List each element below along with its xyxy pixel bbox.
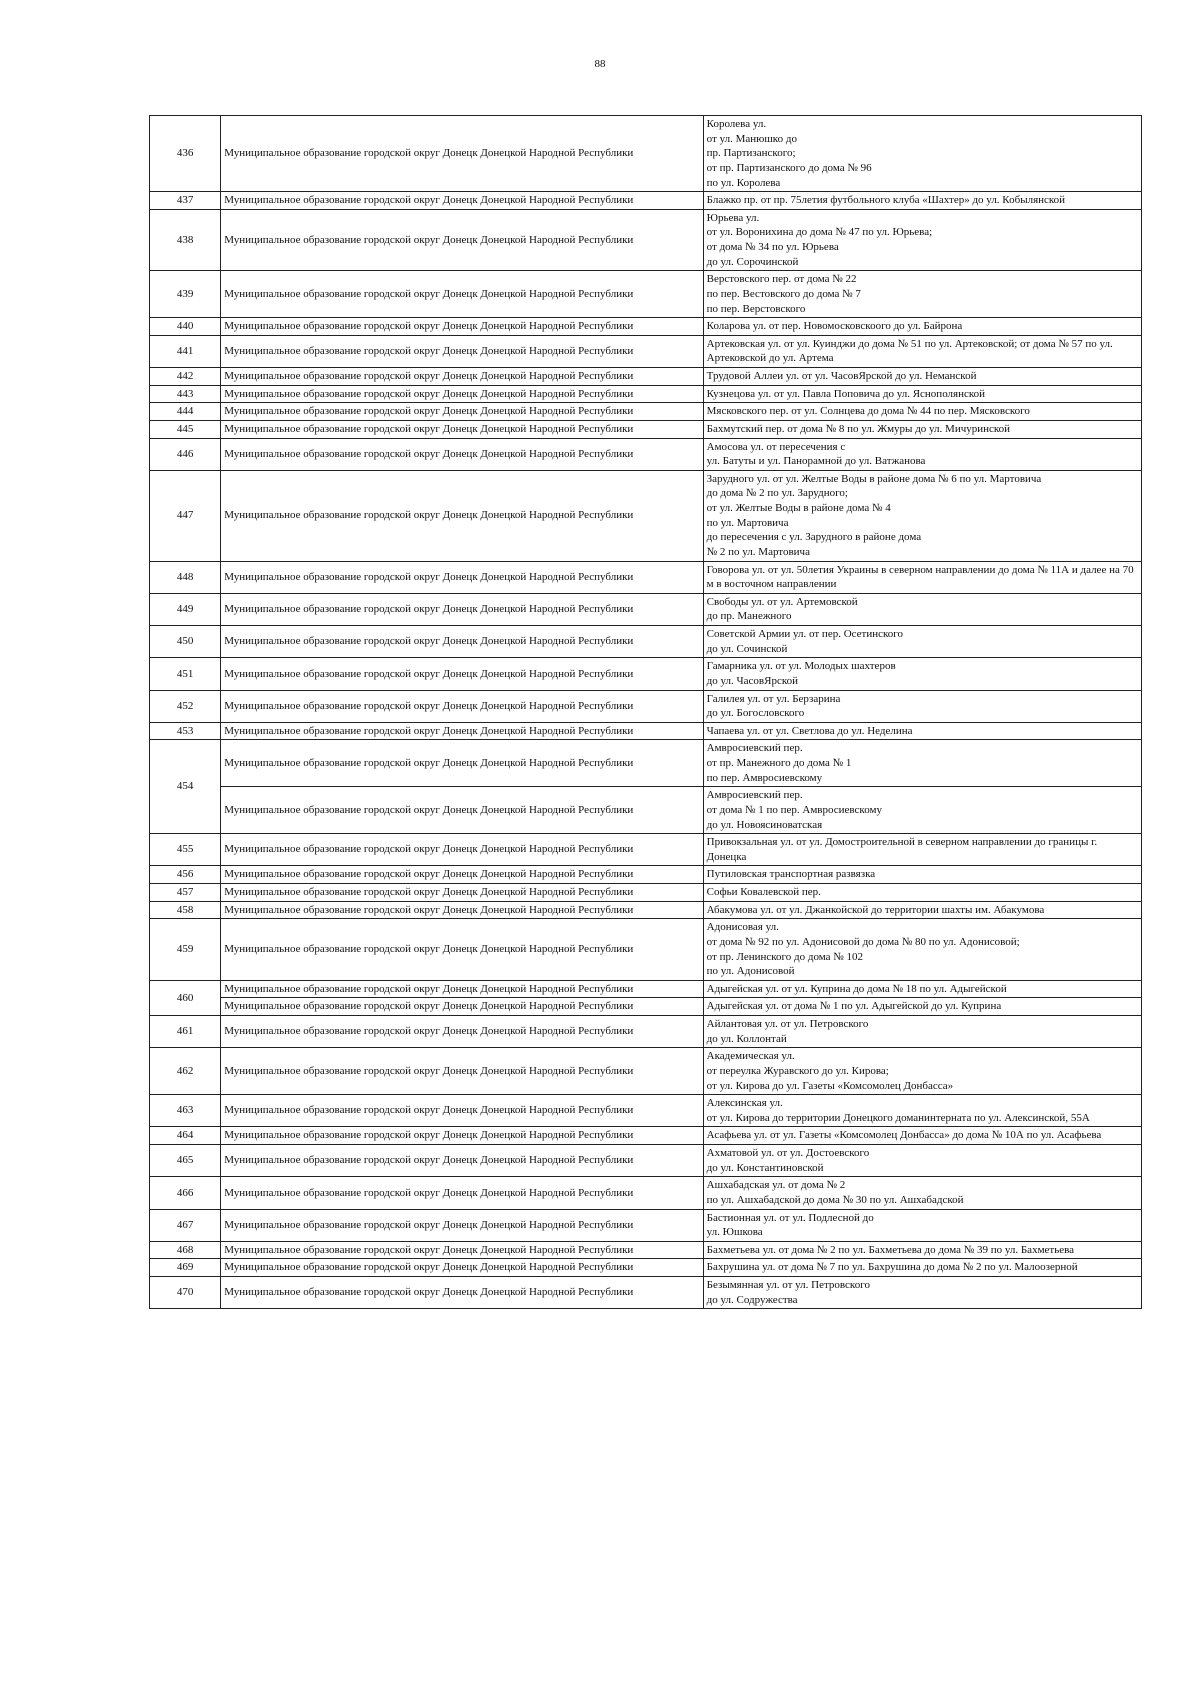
row-number: 441 (150, 335, 221, 367)
road-section-cell: Трудовой Аллеи ул. от ул. ЧасовЯрской до ул. Неманской (703, 368, 1141, 386)
row-number: 461 (150, 1016, 221, 1048)
row-number: 454 (150, 740, 221, 834)
table-row (150, 980, 1142, 998)
table-row (150, 884, 1142, 902)
row-number: 451 (150, 658, 221, 690)
table-row (150, 420, 1142, 438)
road-section-cell: Зарудного ул. от ул. Желтые Воды в районе дома № 6 по ул. Мартовича до дома № 2 по ул. Зарудного; от ул. Желтые Воды в районе дома № 4 по ул. Мартовича до пересечения с ул. Зарудного в районе дома № 2 по ул. Мартовича (703, 470, 1141, 561)
row-number: 465 (150, 1145, 221, 1177)
row-number: 443 (150, 385, 221, 403)
municipality-cell: Муниципальное образование городской округ Донецк Донецкой Народной Республики (221, 1016, 703, 1048)
road-section-cell: Асафьева ул. от ул. Газеты «Комсомолец Донбасса» до дома № 10А по ул. Асафьева (703, 1127, 1141, 1145)
table-row (150, 690, 1142, 722)
municipality-cell: Муниципальное образование городской округ Донецк Донецкой Народной Республики (221, 420, 703, 438)
municipality-cell: Муниципальное образование городской округ Донецк Донецкой Народной Республики (221, 209, 703, 271)
municipality-cell: Муниципальное образование городской округ Донецк Донецкой Народной Республики (221, 834, 703, 866)
municipality-cell: Муниципальное образование городской округ Донецк Донецкой Народной Республики (221, 626, 703, 658)
municipality-cell: Муниципальное образование городской округ Донецк Донецкой Народной Республики (221, 884, 703, 902)
row-number: 447 (150, 470, 221, 561)
row-number: 466 (150, 1177, 221, 1209)
road-section-cell: Свободы ул. от ул. Артемовской до пр. Манежного (703, 593, 1141, 625)
table-row (150, 318, 1142, 336)
municipality-cell: Муниципальное образование городской округ Донецк Донецкой Народной Республики (221, 919, 703, 981)
street-register-table (149, 115, 1142, 1309)
municipality-cell: Муниципальное образование городской округ Донецк Донецкой Народной Республики (221, 403, 703, 421)
table-row (150, 787, 1142, 834)
municipality-cell: Муниципальное образование городской округ Донецк Донецкой Народной Республики (221, 385, 703, 403)
municipality-cell: Муниципальное образование городской округ Донецк Донецкой Народной Республики (221, 1095, 703, 1127)
municipality-cell: Муниципальное образование городской округ Донецк Донецкой Народной Республики (221, 998, 703, 1016)
municipality-cell: Муниципальное образование городской округ Донецк Донецкой Народной Республики (221, 658, 703, 690)
municipality-cell: Муниципальное образование городской округ Донецк Донецкой Народной Республики (221, 901, 703, 919)
municipality-cell: Муниципальное образование городской округ Донецк Донецкой Народной Республики (221, 335, 703, 367)
table-row (150, 385, 1142, 403)
table-row (150, 1241, 1142, 1259)
road-section-cell: Привокзальная ул. от ул. Домостроительной в северном направлении до границы г. Донецка (703, 834, 1141, 866)
road-section-cell: Ахматовой ул. от ул. Достоевского до ул. Константиновской (703, 1145, 1141, 1177)
municipality-cell: Муниципальное образование городской округ Донецк Донецкой Народной Республики (221, 438, 703, 470)
row-number: 467 (150, 1209, 221, 1241)
row-number: 468 (150, 1241, 221, 1259)
municipality-cell: Муниципальное образование городской округ Донецк Донецкой Народной Республики (221, 722, 703, 740)
row-number: 442 (150, 368, 221, 386)
table-row (150, 998, 1142, 1016)
table-row (150, 901, 1142, 919)
road-section-cell: Адыгейская ул. от дома № 1 по ул. Адыгейской до ул. Куприна (703, 998, 1141, 1016)
table-row (150, 1127, 1142, 1145)
municipality-cell: Муниципальное образование городской округ Донецк Донецкой Народной Республики (221, 1277, 703, 1309)
road-section-cell: Блажко пр. от пр. 75летия футбольного клуба «Шахтер» до ул. Кобылянской (703, 192, 1141, 210)
municipality-cell: Муниципальное образование городской округ Донецк Донецкой Народной Республики (221, 192, 703, 210)
row-number: 440 (150, 318, 221, 336)
road-section-cell: Алексинская ул. от ул. Кирова до территории Донецкого доманинтерната по ул. Алексинской, 55А (703, 1095, 1141, 1127)
road-section-cell: Галилея ул. от ул. Берзарина до ул. Богословского (703, 690, 1141, 722)
table-row (150, 1095, 1142, 1127)
row-number: 444 (150, 403, 221, 421)
road-section-cell: Бахрушина ул. от дома № 7 по ул. Бахрушина до дома № 2 по ул. Малоозерной (703, 1259, 1141, 1277)
road-section-cell: Королева ул. от ул. Манюшко до пр. Партизанского; от пр. Партизанского до дома № 96 по ул. Королева (703, 116, 1141, 192)
municipality-cell: Муниципальное образование городской округ Донецк Донецкой Народной Республики (221, 318, 703, 336)
municipality-cell: Муниципальное образование городской округ Донецк Донецкой Народной Республики (221, 980, 703, 998)
row-number: 469 (150, 1259, 221, 1277)
municipality-cell: Муниципальное образование городской округ Донецк Донецкой Народной Республики (221, 470, 703, 561)
row-number: 455 (150, 834, 221, 866)
page-number: 88 (594, 58, 606, 70)
row-number: 470 (150, 1277, 221, 1309)
table-row (150, 1048, 1142, 1095)
road-section-cell: Безымянная ул. от ул. Петровского до ул. Содружества (703, 1277, 1141, 1309)
road-section-cell: Амосова ул. от пересечения с ул. Батуты и ул. Панорамной до ул. Ватжанова (703, 438, 1141, 470)
municipality-cell: Муниципальное образование городской округ Донецк Донецкой Народной Республики (221, 1127, 703, 1145)
road-section-cell: Юрьева ул. от ул. Воронихина до дома № 47 по ул. Юрьева; от дома № 34 по ул. Юрьева до ул. Сорочинской (703, 209, 1141, 271)
municipality-cell: Муниципальное образование городской округ Донецк Донецкой Народной Республики (221, 1209, 703, 1241)
road-section-cell: Айлантовая ул. от ул. Петровского до ул. Коллонтай (703, 1016, 1141, 1048)
table-row (150, 470, 1142, 561)
row-number: 462 (150, 1048, 221, 1095)
table-row (150, 403, 1142, 421)
road-section-cell: Мясковского пер. от ул. Солнцева до дома № 44 по пер. Мясковского (703, 403, 1141, 421)
row-number: 457 (150, 884, 221, 902)
road-section-cell: Советской Армии ул. от пер. Осетинского до ул. Сочинской (703, 626, 1141, 658)
row-number: 438 (150, 209, 221, 271)
municipality-cell: Муниципальное образование городской округ Донецк Донецкой Народной Республики (221, 866, 703, 884)
row-number: 445 (150, 420, 221, 438)
road-section-cell: Ашхабадская ул. от дома № 2 по ул. Ашхабадской до дома № 30 по ул. Ашхабадской (703, 1177, 1141, 1209)
row-number: 452 (150, 690, 221, 722)
table-row (150, 866, 1142, 884)
road-section-cell: Бахмутский пер. от дома № 8 по ул. Жмуры до ул. Мичуринской (703, 420, 1141, 438)
municipality-cell: Муниципальное образование городской округ Донецк Донецкой Народной Республики (221, 116, 703, 192)
table-row (150, 1277, 1142, 1309)
road-section-cell: Кузнецова ул. от ул. Павла Поповича до ул. Яснополянской (703, 385, 1141, 403)
table-row (150, 209, 1142, 271)
table-row (150, 1145, 1142, 1177)
municipality-cell: Муниципальное образование городской округ Донецк Донецкой Народной Республики (221, 271, 703, 318)
table-row (150, 335, 1142, 367)
municipality-cell: Муниципальное образование городской округ Донецк Донецкой Народной Республики (221, 1177, 703, 1209)
municipality-cell: Муниципальное образование городской округ Донецк Донецкой Народной Республики (221, 1241, 703, 1259)
municipality-cell: Муниципальное образование городской округ Донецк Донецкой Народной Республики (221, 740, 703, 787)
row-number: 463 (150, 1095, 221, 1127)
road-section-cell: Путиловская транспортная развязка (703, 866, 1141, 884)
row-number: 439 (150, 271, 221, 318)
table-row (150, 834, 1142, 866)
table-row (150, 192, 1142, 210)
road-section-cell: Адонисовая ул. от дома № 92 по ул. Адонисовой до дома № 80 по ул. Адонисовой; от пр. Ленинского до дома № 102 по ул. Адонисовой (703, 919, 1141, 981)
table-row (150, 1259, 1142, 1277)
row-number: 456 (150, 866, 221, 884)
table-row (150, 919, 1142, 981)
municipality-cell: Муниципальное образование городской округ Донецк Донецкой Народной Республики (221, 593, 703, 625)
road-section-cell: Бахметьева ул. от дома № 2 по ул. Бахметьева до дома № 39 по ул. Бахметьева (703, 1241, 1141, 1259)
row-number: 449 (150, 593, 221, 625)
row-number: 437 (150, 192, 221, 210)
row-number: 453 (150, 722, 221, 740)
table-row (150, 1209, 1142, 1241)
table-row (150, 626, 1142, 658)
municipality-cell: Муниципальное образование городской округ Донецк Донецкой Народной Республики (221, 1048, 703, 1095)
road-section-cell: Софьи Ковалевской пер. (703, 884, 1141, 902)
table-row (150, 438, 1142, 470)
municipality-cell: Муниципальное образование городской округ Донецк Донецкой Народной Республики (221, 561, 703, 593)
road-section-cell: Коларова ул. от пер. Новомосковскоого до ул. Байрона (703, 318, 1141, 336)
road-section-cell: Гамарника ул. от ул. Молодых шахтеров до ул. ЧасовЯрской (703, 658, 1141, 690)
row-number: 460 (150, 980, 221, 1015)
municipality-cell: Муниципальное образование городской округ Донецк Донецкой Народной Республики (221, 787, 703, 834)
table-row (150, 561, 1142, 593)
table-row (150, 1016, 1142, 1048)
road-section-cell: Амвросиевский пер. от пр. Манежного до дома № 1 по пер. Амвросиевскому (703, 740, 1141, 787)
road-section-cell: Академическая ул. от переулка Журавского до ул. Кирова; от ул. Кирова до ул. Газеты «Комсомолец Донбасса» (703, 1048, 1141, 1095)
row-number: 448 (150, 561, 221, 593)
road-section-cell: Адыгейская ул. от ул. Куприна до дома № 18 по ул. Адыгейской (703, 980, 1141, 998)
table-row (150, 271, 1142, 318)
municipality-cell: Муниципальное образование городской округ Донецк Донецкой Народной Республики (221, 690, 703, 722)
table-row (150, 722, 1142, 740)
row-number: 464 (150, 1127, 221, 1145)
road-section-cell: Верстовского пер. от дома № 22 по пер. Вестовского до дома № 7 по пер. Верстовского (703, 271, 1141, 318)
table-row (150, 368, 1142, 386)
road-section-cell: Бастионная ул. от ул. Подлесной до ул. Юшкова (703, 1209, 1141, 1241)
road-section-cell: Амвросиевский пер. от дома № 1 по пер. Амвросиевскому до ул. Новоясиноватская (703, 787, 1141, 834)
row-number: 436 (150, 116, 221, 192)
road-section-cell: Чапаева ул. от ул. Светлова до ул. Неделина (703, 722, 1141, 740)
municipality-cell: Муниципальное образование городской округ Донецк Донецкой Народной Республики (221, 368, 703, 386)
table-row (150, 116, 1142, 192)
municipality-cell: Муниципальное образование городской округ Донецк Донецкой Народной Республики (221, 1259, 703, 1277)
table-body (150, 116, 1142, 1309)
row-number: 459 (150, 919, 221, 981)
table-row (150, 593, 1142, 625)
row-number: 458 (150, 901, 221, 919)
road-section-cell: Абакумова ул. от ул. Джанкойской до территории шахты им. Абакумова (703, 901, 1141, 919)
table-row (150, 740, 1142, 787)
table-row (150, 658, 1142, 690)
row-number: 446 (150, 438, 221, 470)
road-section-cell: Артековская ул. от ул. Куинджи до дома № 51 по ул. Артековской; от дома № 57 по ул. Артековской до ул. Артема (703, 335, 1141, 367)
table-row (150, 1177, 1142, 1209)
row-number: 450 (150, 626, 221, 658)
road-section-cell: Говорова ул. от ул. 50летия Украины в северном направлении до дома № 11А и далее на 70 м в восточном направлении (703, 561, 1141, 593)
municipality-cell: Муниципальное образование городской округ Донецк Донецкой Народной Республики (221, 1145, 703, 1177)
